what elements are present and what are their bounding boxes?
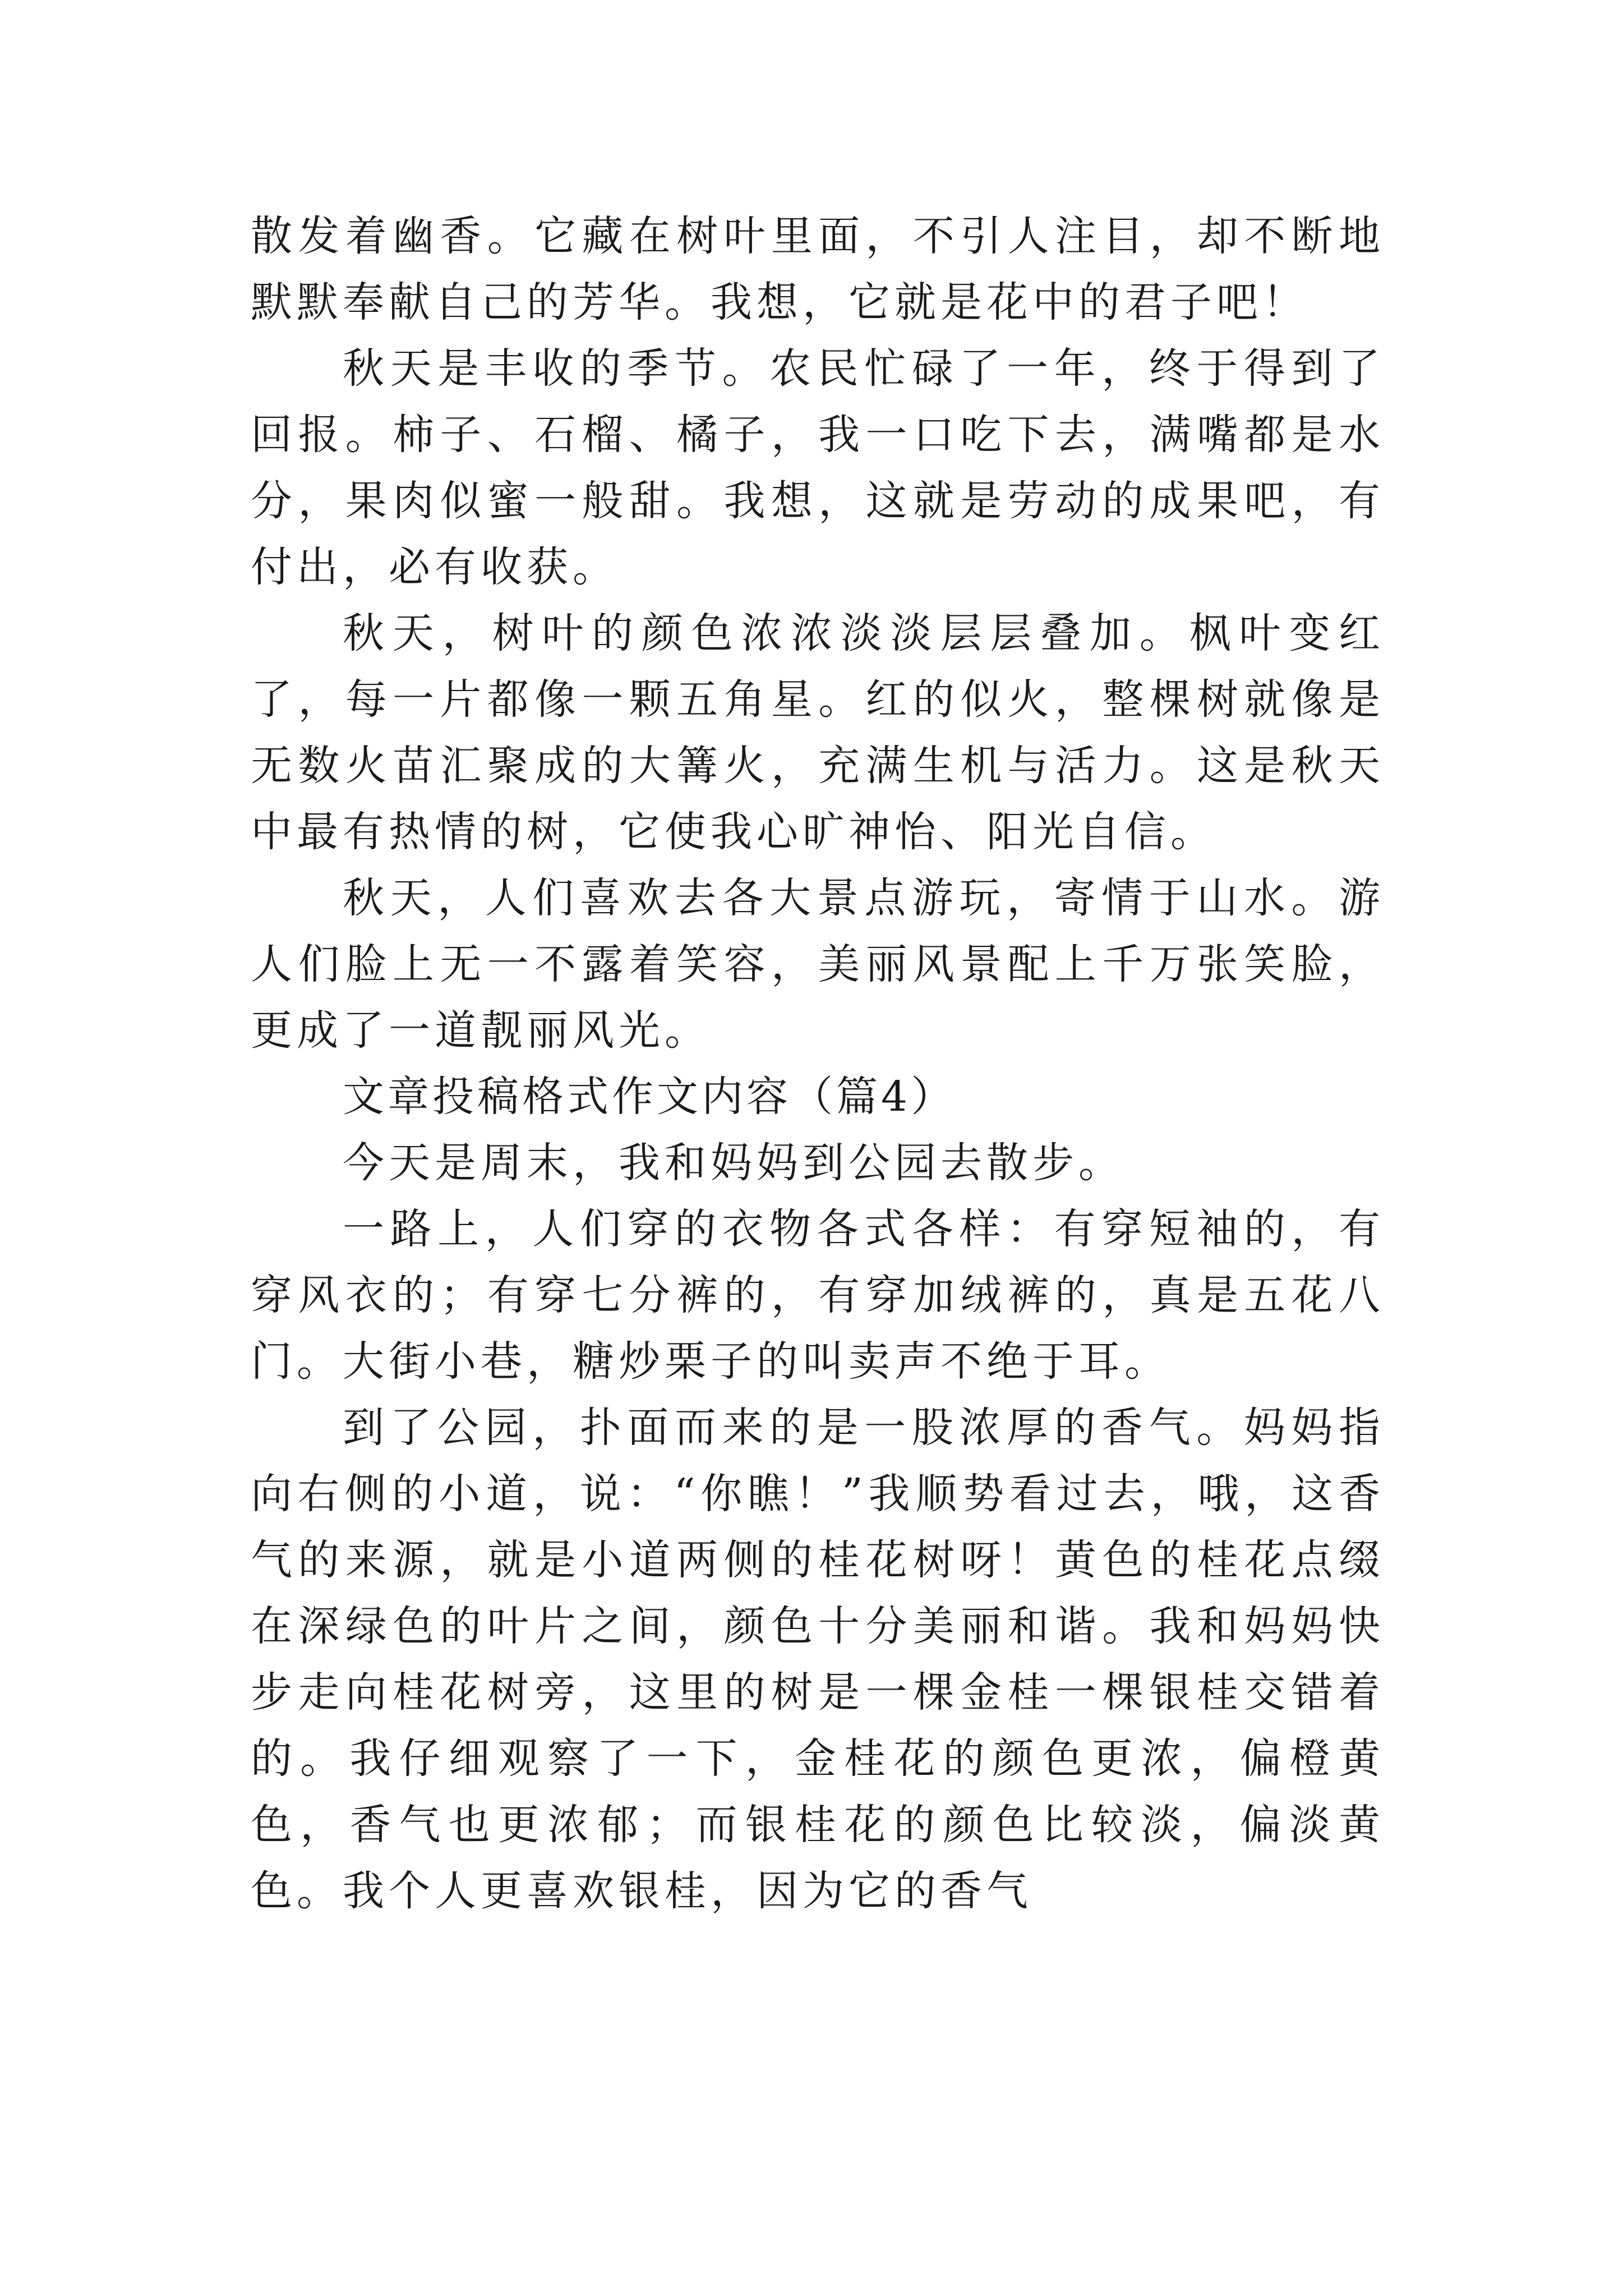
paragraph-continued: 散发着幽香。它藏在树叶里面，不引人注目，却不断地默默奉献自己的芳华。我想，它就是花中的君子吧！ xyxy=(251,212,1385,326)
paragraph-weekend: 今天是周末，我和妈妈到公园去散步。 xyxy=(343,1139,1124,1187)
paragraph-maple-leaves: 秋天，树叶的颜色浓浓淡淡层层叠加。枫叶变红了，每一片都像一颗五角星。红的似火，整棵树就像是无数火苗汇聚成的大篝火，充满生机与活力。这是秋天中最有热情的树，它使我心旷神怡、阳光自信。 xyxy=(251,609,1385,856)
document-body xyxy=(251,203,1385,1924)
section-heading: 文章投稿格式作文内容（篇4） xyxy=(343,1073,956,1121)
paragraph-scenic-spots: 秋天，人们喜欢去各大景点游玩，寄情于山水。游人们脸上无一不露着笑容，美丽风景配上千万张笑脸，更成了一道靓丽风光。 xyxy=(251,874,1385,1055)
paragraph-clothing: 一路上，人们穿的衣物各式各样：有穿短袖的，有穿风衣的；有穿七分裤的，有穿加绒裤的，真是五花八门。大街小巷，糖炒栗子的叫卖声不绝于耳。 xyxy=(251,1205,1385,1386)
paragraph-harvest: 秋天是丰收的季节。农民忙碌了一年，终于得到了回报。柿子、石榴、橘子，我一口吃下去，满嘴都是水分，果肉似蜜一般甜。我想，这就是劳动的成果吧，有付出，必有收获。 xyxy=(251,344,1385,591)
paragraph-osmanthus: 到了公园，扑面而来的是一股浓厚的香气。妈妈指向右侧的小道，说：“你瞧！”我顺势看过去，哦，这香气的来源，就是小道两侧的桂花树呀！黄色的桂花点缀在深绿色的叶片之间，颜色十分美丽和谐。我和妈妈快步走向桂花树旁，这里的树是一棵金桂一棵银桂交错着的。我仔细观察了一下，金桂花的颜色更浓，偏橙黄色，香气也更浓郁；而银桂花的颜色比较淡，偏淡黄色。我个人更喜欢银桂，因为它的香气 xyxy=(251,1404,1385,1915)
